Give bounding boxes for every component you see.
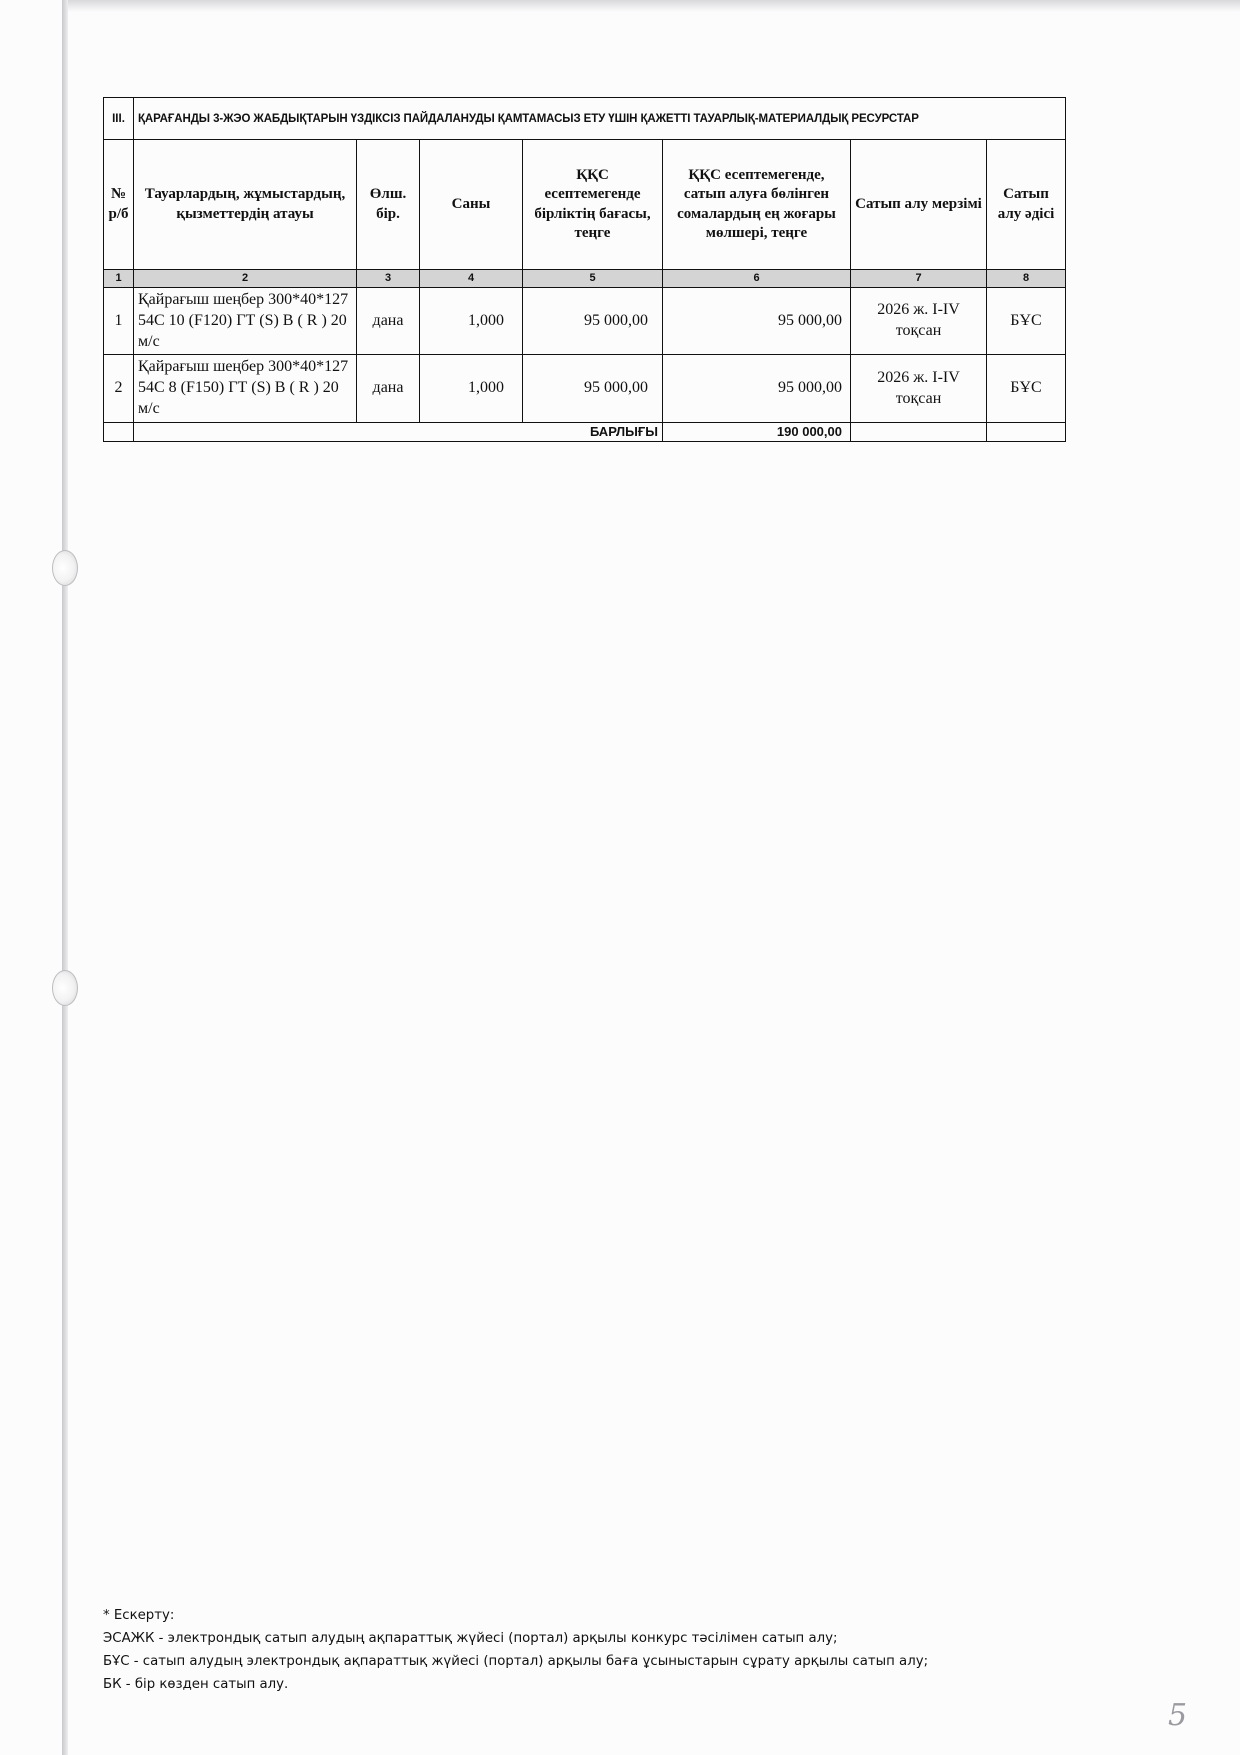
punch-hole-bottom [52,970,78,1006]
column-number: 8 [987,270,1066,288]
footnote-title: * Ескерту: [103,1608,175,1623]
column-number: 7 [851,270,987,288]
total-value: 190 000,00 [663,422,851,441]
page-left-edge [62,0,68,1755]
total-empty-cell [851,422,987,441]
procurement-table [103,97,1066,442]
column-number-row [104,270,1066,288]
punch-hole-top [52,550,78,586]
unit: дана [357,355,420,422]
section-header-row [104,98,1066,140]
footnote-line: ЭСАЖК - электрондық сатып алудың ақпараттық жүйесі (портал) арқылы конкурс тәсілімен сатып алу; [103,1631,838,1646]
unit-price: 95 000,00 [523,355,663,422]
page-top-edge [66,0,1240,12]
unit-price: 95 000,00 [523,288,663,355]
footnote-line: БК - бір көзден сатып алу. [103,1677,289,1692]
column-number: 5 [523,270,663,288]
header-procurement-method: Сатып алу әдісі [987,140,1066,270]
header-quantity: Саны [420,140,523,270]
quantity: 1,000 [420,355,523,422]
max-amount: 95 000,00 [663,288,851,355]
max-amount: 95 000,00 [663,355,851,422]
table-row [104,288,1066,355]
section-number: III. [104,98,134,140]
footnote-line: БҰС - сатып алудың электрондық ақпараттық жүйесі (портал) арқылы баға ұсыныстарын сұрату арқылы сатып алу; [103,1654,929,1669]
unit: дана [357,288,420,355]
header-unit: Өлш. бір. [357,140,420,270]
total-empty-cell [987,422,1066,441]
total-empty-cell [104,422,134,441]
column-header-row [104,140,1066,270]
item-name: Қайрағыш шеңбер 300*40*127 54С 8 (F150) ГТ (S) В ( R ) 20 м/с [134,355,357,422]
total-row [104,422,1066,441]
header-item-name: Тауарлардың, жұмыстардың, қызметтердің атауы [134,140,357,270]
footnotes [103,1604,1103,1696]
section-title: ҚАРАҒАНДЫ 3-ЖЭО ЖАБДЫҚТАРЫН ҮЗДІКСІЗ ПАЙДАЛАНУДЫ ҚАМТАМАСЫЗ ЕТУ ҮШІН ҚАЖЕТТІ ТАУАРЛЫҚ-МАТЕРИАЛДЫҚ РЕСУРСТАР [134,98,1066,140]
quantity: 1,000 [420,288,523,355]
item-name: Қайрағыш шеңбер 300*40*127 54С 10 (F120) ГТ (S) В ( R ) 20 м/с [134,288,357,355]
procurement-period: 2026 ж. I-IV тоқсан [851,355,987,422]
procurement-period: 2026 ж. I-IV тоқсан [851,288,987,355]
row-number: 2 [104,355,134,422]
procurement-method: БҰС [987,355,1066,422]
column-number: 6 [663,270,851,288]
column-number: 2 [134,270,357,288]
table-row [104,355,1066,422]
header-max-amount: ҚҚС есептемегенде, сатып алуға бөлінген сомалардың ең жоғары мөлшері, теңге [663,140,851,270]
header-row-number: № р/б [104,140,134,270]
handwritten-page-number: 5 [1168,1698,1188,1733]
row-number: 1 [104,288,134,355]
procurement-method: БҰС [987,288,1066,355]
total-label: БАРЛЫҒЫ [134,422,663,441]
column-number: 1 [104,270,134,288]
header-procurement-period: Сатып алу мерзімі [851,140,987,270]
header-unit-price: ҚҚС есептемегенде бірліктің бағасы, теңге [523,140,663,270]
column-number: 4 [420,270,523,288]
column-number: 3 [357,270,420,288]
